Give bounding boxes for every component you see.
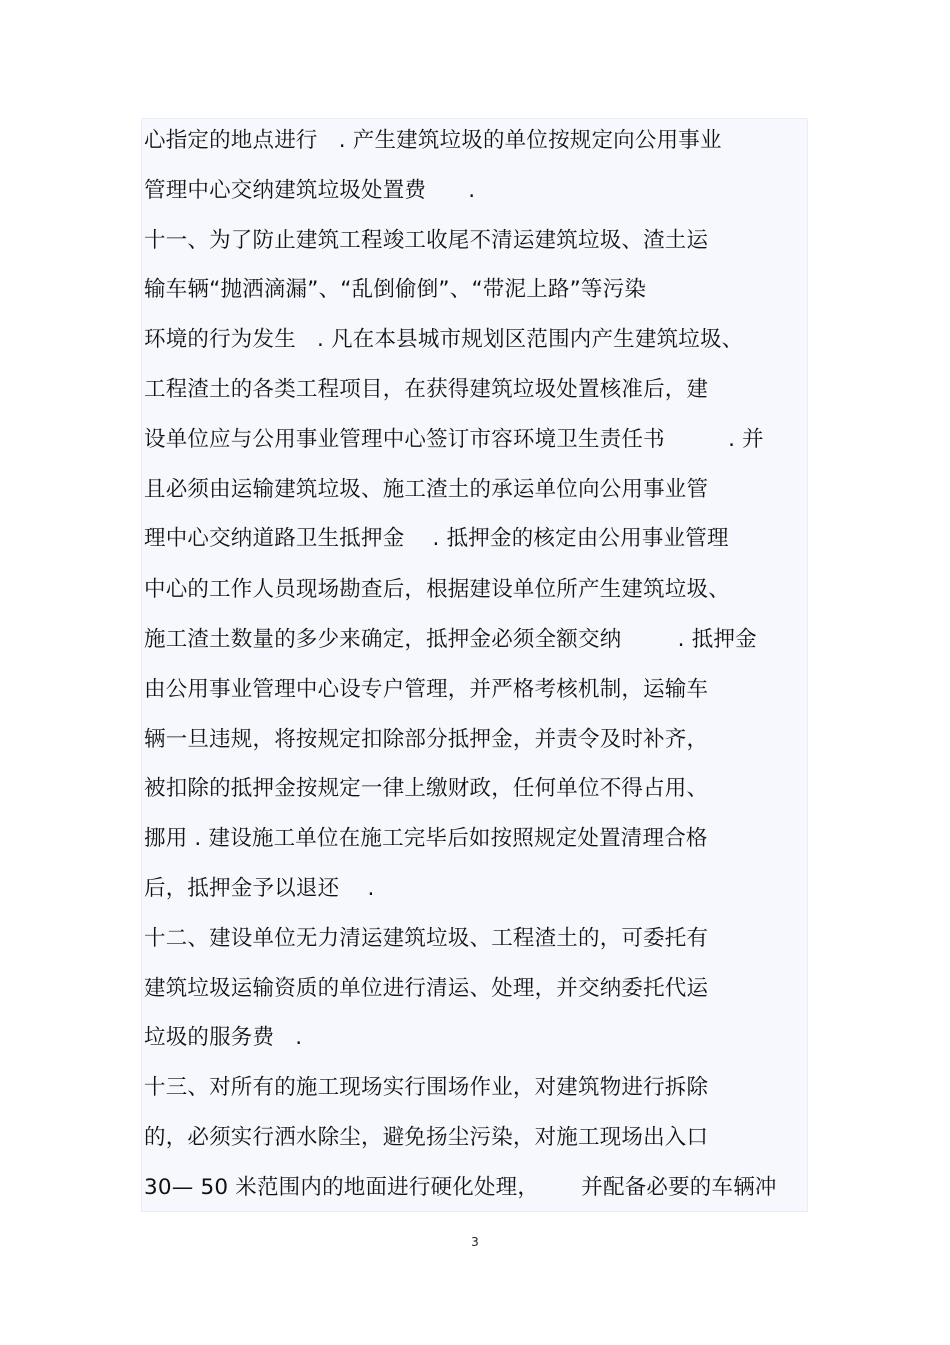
text-line-1: 心指定的地点进行 . 产生建筑垃圾的单位按规定向公用事业 <box>144 128 722 153</box>
text-line-8: 且必须由运输建筑垃圾、施工渣土的承运单位向公用事业管 <box>144 477 709 502</box>
text-line-21: 的，必须实行洒水除尘，避免扬尘污染，对施工现场出入口 <box>144 1125 709 1150</box>
text-line-6: 工程渣土的各类工程项目，在获得建筑垃圾处置核准后，建 <box>144 377 709 402</box>
text-line-11: 施工渣土数量的多少来确定，抵押金必须全额交纳 . 抵押金 <box>144 627 757 652</box>
text-line-18: 建筑垃圾运输资质的单位进行清运、处理，并交纳委托代运 <box>144 976 709 1001</box>
text-line-10: 中心的工作人员现场勘查后，根据建设单位所产生建筑垃圾、 <box>144 577 730 602</box>
text-line-2: 管理中心交纳建筑垃圾处置费 . <box>144 178 476 203</box>
text-line-16: 后，抵押金予以退还 . <box>144 876 375 901</box>
text-line-3: 十一、为了防止建筑工程竣工收尾不清运建筑垃圾、渣土运 <box>144 228 709 253</box>
text-line-20: 十三、对所有的施工现场实行围场作业，对建筑物进行拆除 <box>144 1075 709 1100</box>
text-line-9: 理中心交纳道路卫生抵押金 . 抵押金的核定由公用事业管理 <box>144 526 729 551</box>
text-line-12: 由公用事业管理中心设专户管理，并严格考核机制，运输车 <box>144 677 709 702</box>
text-line-22: 30— 50 米范围内的地面进行硬化处理， 并配备必要的车辆冲 <box>144 1175 777 1200</box>
text-line-19: 垃圾的服务费 . <box>144 1025 303 1050</box>
page-number: 3 <box>471 1235 479 1249</box>
text-line-13: 辆一旦违规，将按规定扣除部分抵押金，并责令及时补齐， <box>144 727 709 752</box>
text-line-5: 环境的行为发生 . 凡在本县城市规划区范围内产生建筑垃圾、 <box>144 327 744 352</box>
text-line-4: 输车辆“抛洒滴漏”、“乱倒偷倒”、“带泥上路”等污染 <box>144 277 647 302</box>
text-line-14: 被扣除的抵押金按规定一律上缴财政，任何单位不得占用、 <box>144 776 709 801</box>
text-line-7: 设单位应与公用事业管理中心签订市容环境卫生责任书 . 并 <box>144 427 764 452</box>
text-line-17: 十二、建设单位无力清运建筑垃圾、工程渣土的，可委托有 <box>144 926 709 951</box>
text-line-15: 挪用 . 建设施工单位在施工完毕后如按照规定处置清理合格 <box>144 826 708 851</box>
